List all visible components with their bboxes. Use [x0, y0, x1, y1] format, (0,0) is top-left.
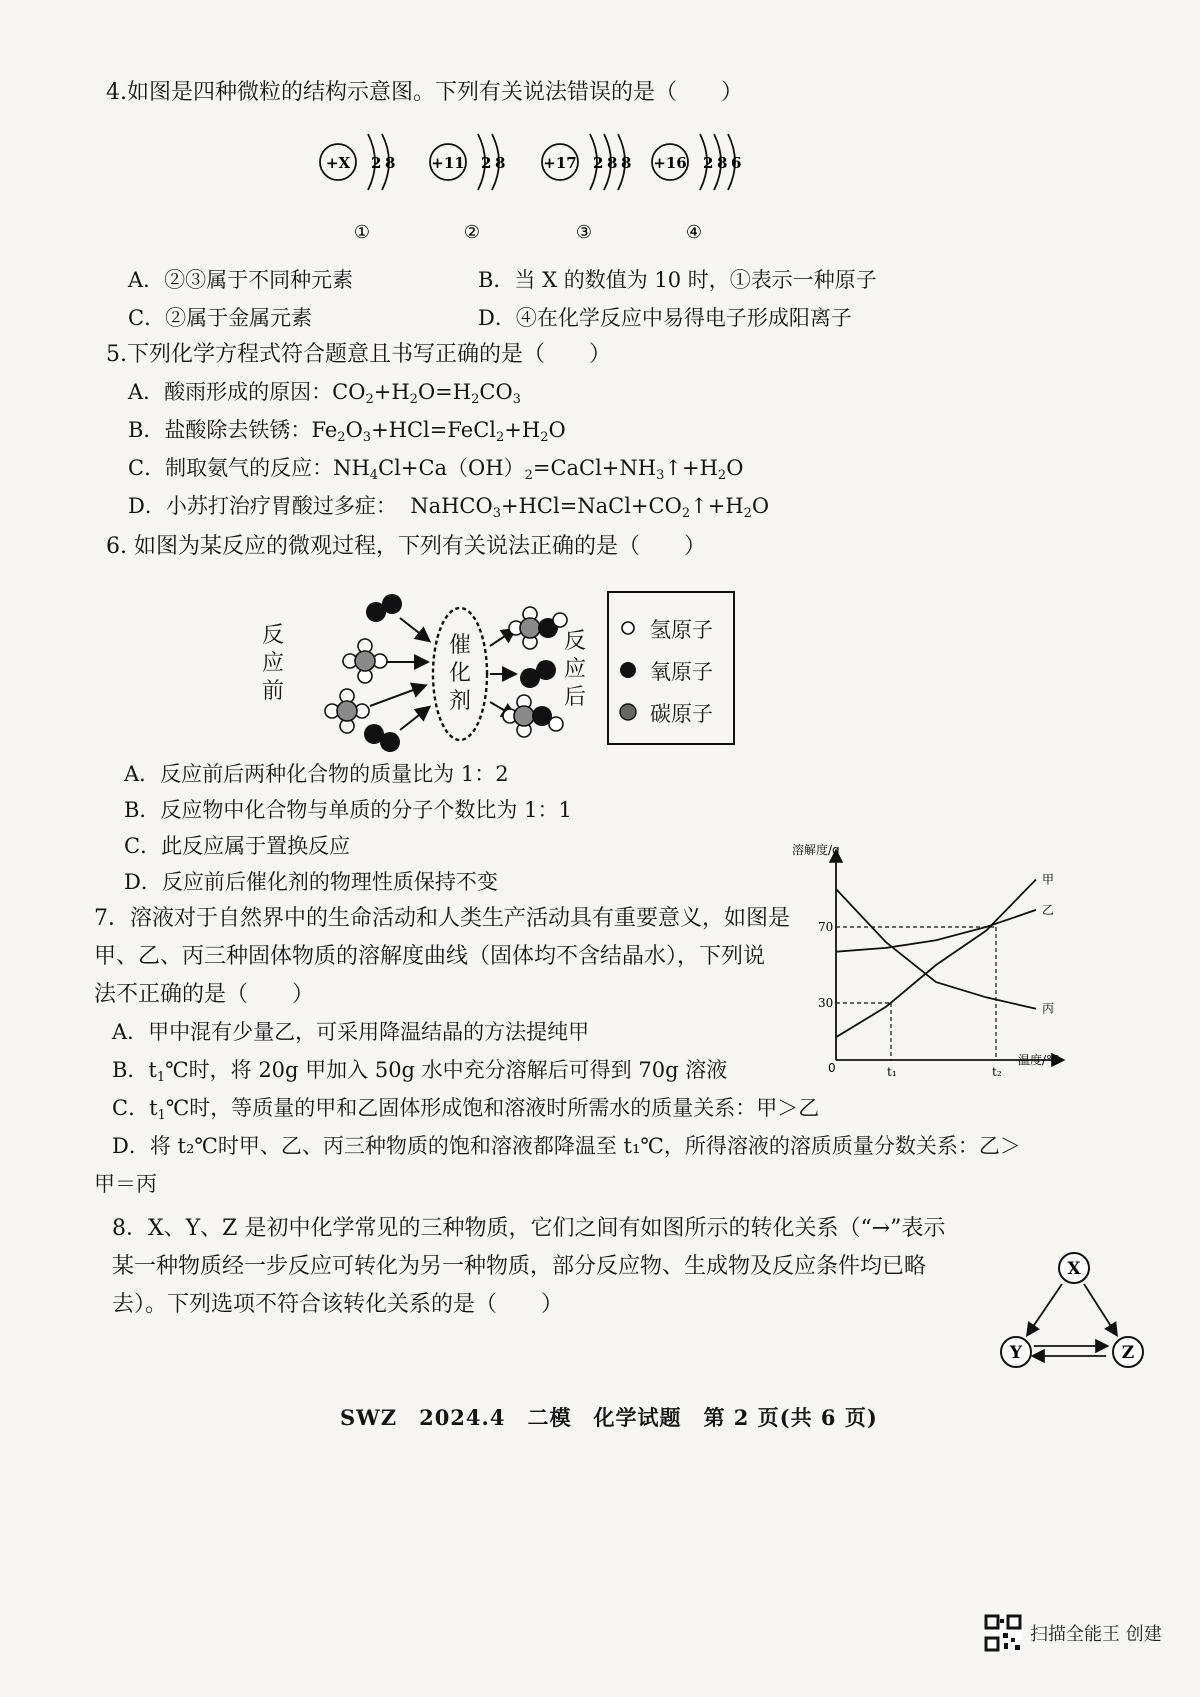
- shell-electron-count: 8: [717, 154, 728, 172]
- q5-option-c-label: C．制取氨气的反应：: [128, 456, 334, 480]
- node-z-label: Z: [1121, 1343, 1135, 1363]
- q7-option-d-line1: D．将 t₂℃时甲、乙、丙三种物质的饱和溶液都降温至 t₁℃，所得溶液的溶质质量分数关系：乙＞: [112, 1134, 1021, 1158]
- q7-option-a: A．甲中混有少量乙，可采用降温结晶的方法提纯甲: [112, 1020, 590, 1044]
- o2-molecule: [366, 594, 402, 622]
- before-label: 反应前: [262, 623, 285, 704]
- q8-conversion-diagram: [994, 1248, 1154, 1388]
- q5-option-a: [128, 376, 521, 416]
- y-tick-label: 70: [818, 920, 834, 934]
- q5-option-d-equation: $NaHCO_3+HCl=NaCl+CO_2↑+H_2O$: [396, 494, 770, 521]
- q5-option-a-label: A．酸雨形成的原因：: [128, 380, 333, 404]
- x-axis-label: 温度/℃: [1018, 1053, 1060, 1067]
- product-molecule: [509, 607, 567, 649]
- series-label: 乙: [1042, 902, 1055, 917]
- atom-diagram-4: [652, 134, 741, 243]
- x-tick-label: t₂: [992, 1065, 1002, 1078]
- atom-diagram-3: [542, 134, 631, 243]
- shell-electron-count: 8: [495, 154, 506, 172]
- atom-label: ①: [353, 222, 371, 243]
- legend-carbon: 碳原子: [650, 702, 713, 726]
- q4-option-a: A．②③属于不同种元素: [128, 268, 354, 292]
- nucleus-charge: +11: [431, 154, 465, 172]
- q5-option-c-equation: $NH_4Cl+Ca(OH)_2=CaCl+NH_3↑+H_2O$: [333, 456, 744, 483]
- y-axis-label: 溶解度/g: [792, 843, 840, 857]
- q7-option-c: C．$t_1℃$时，等质量的甲和乙固体形成饱和溶液时所需水的质量关系：甲＞乙: [112, 1096, 820, 1123]
- shell-electron-count: 8: [607, 154, 618, 172]
- q6-option-d: D．反应前后催化剂的物理性质保持不变: [124, 870, 498, 894]
- series-line: [836, 880, 1036, 1038]
- q6-reaction-diagram: [262, 578, 782, 756]
- scanner-watermark: [984, 1614, 1162, 1652]
- q7-option-b: B．$t_1℃$时，将 20g 甲加入 50g 水中充分溶解后可得到 70g 溶液: [112, 1058, 728, 1085]
- atom-label: ④: [685, 222, 703, 243]
- solubility-chart: [790, 838, 1090, 1078]
- q4-stem: 4.如图是四种微粒的结构示意图。下列有关说法错误的是（ ）: [106, 80, 743, 105]
- series-line: [836, 910, 1036, 952]
- o2-molecule: [520, 660, 556, 688]
- atom-label: ②: [463, 222, 481, 243]
- q7-stem-line2: 甲、乙、丙三种固体物质的溶解度曲线（固体均不含结晶水），下列说: [94, 944, 766, 969]
- product-molecule: [503, 695, 563, 737]
- atom-diagram-2: [430, 134, 505, 243]
- q5-option-a-equation: $CO_2+H_2O=H_2CO_3$: [332, 380, 521, 407]
- series-label: 丙: [1042, 1001, 1055, 1016]
- legend-hydrogen: 氢原子: [650, 618, 713, 642]
- nucleus-charge: +X: [325, 154, 351, 172]
- catalyst-label: 催化剂: [449, 633, 472, 714]
- q5-stem: 5.下列化学方程式符合题意且书写正确的是（ ）: [106, 342, 611, 367]
- atom-label: ③: [575, 222, 593, 243]
- q4-atom-diagrams: [300, 110, 760, 250]
- atom-diagram-1: [320, 134, 395, 243]
- q6-option-a: A．反应前后两种化合物的质量比为 1：2: [124, 762, 509, 786]
- q5-option-c: [128, 452, 743, 492]
- q8-stem-line3: 去）。下列选项不符合该转化关系的是（ ）: [112, 1292, 564, 1317]
- shell-electron-count: 6: [731, 154, 742, 172]
- node-y-label: Y: [1009, 1343, 1023, 1363]
- q4-option-c: C．②属于金属元素: [128, 306, 313, 330]
- after-label: 反应后: [564, 629, 587, 710]
- watermark-text: 扫描全能王 创建: [1030, 1624, 1162, 1645]
- arrow-x-to-z: [1084, 1284, 1116, 1334]
- nucleus-charge: +17: [543, 154, 577, 172]
- q6-stem: 6. 如图为某反应的微观过程，下列有关说法正确的是（ ）: [106, 534, 706, 559]
- ch4-molecule: [325, 689, 369, 733]
- q4-option-d: D．④在化学反应中易得电子形成阳离子: [478, 306, 852, 330]
- node-x-label: X: [1067, 1259, 1081, 1279]
- q6-option-c: C．此反应属于置换反应: [124, 834, 351, 858]
- shell-electron-count: 2: [703, 154, 714, 172]
- q4-option-b: B．当 X 的数值为 10 时，①表示一种原子: [478, 268, 877, 292]
- nucleus-charge: +16: [653, 154, 687, 172]
- shell-electron-count: 8: [621, 154, 632, 172]
- q7-option-d-line2: 甲＝丙: [94, 1172, 157, 1196]
- x-tick-label: t₁: [887, 1065, 897, 1078]
- q8-stem-line2: 某一种物质经一步反应可转化为另一种物质，部分反应物、生成物及反应条件均已略: [112, 1254, 927, 1279]
- shell-electron-count: 8: [385, 154, 396, 172]
- o2-molecule: [364, 724, 400, 752]
- series-label: 甲: [1042, 872, 1055, 887]
- ch4-molecule: [343, 639, 387, 683]
- q7-stem-line1: 7．溶液对于自然界中的生命活动和人类生产活动具有重要意义，如图是: [94, 906, 790, 931]
- q5-option-b-label: B．盐酸除去铁锈：: [128, 418, 312, 442]
- qr-code-icon: [984, 1614, 1022, 1652]
- arrow-x-to-y: [1028, 1284, 1062, 1334]
- q5-option-b-equation: $Fe_2O_3+HCl=FeCl_2+H_2O$: [311, 418, 566, 445]
- q5-option-b: [128, 414, 566, 454]
- q7-stem-line3: 法不正确的是（ ）: [94, 982, 315, 1007]
- q5-option-d-label: D．小苏打治疗胃酸过多症：: [128, 494, 397, 518]
- q8-stem-line1: 8．X、Y、Z 是初中化学常见的三种物质，它们之间有如图所示的转化关系（“→”表示: [112, 1216, 946, 1241]
- origin-label: 0: [828, 1061, 836, 1075]
- page-footer: SWZ 2024.4 二模 化学试题 第 2 页(共 6 页): [340, 1405, 878, 1430]
- shell-electron-count: 2: [593, 154, 604, 172]
- q5-option-d: [128, 490, 769, 530]
- legend-oxygen: 氧原子: [650, 660, 713, 684]
- shell-electron-count: 2: [481, 154, 492, 172]
- q6-option-b: B．反应物中化合物与单质的分子个数比为 1：1: [124, 798, 572, 822]
- y-tick-label: 30: [818, 996, 834, 1010]
- shell-electron-count: 2: [371, 154, 382, 172]
